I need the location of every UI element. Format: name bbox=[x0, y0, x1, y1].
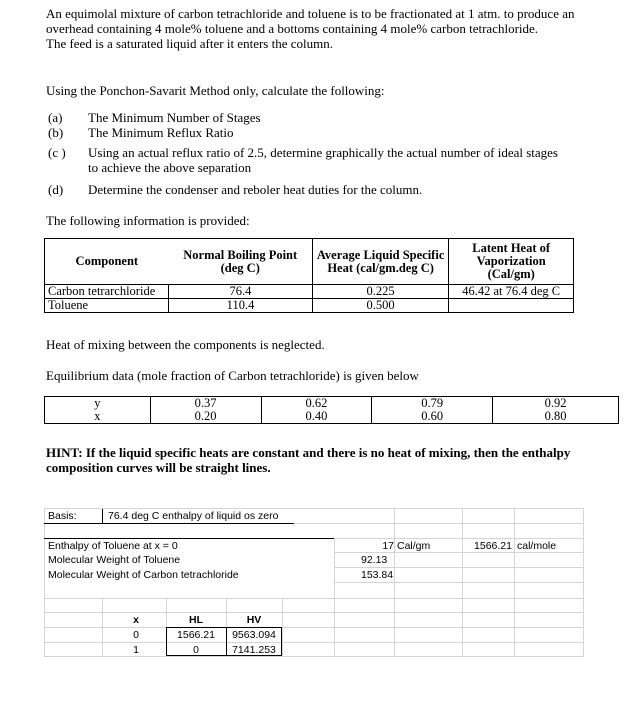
table-cell: Toluene bbox=[45, 299, 169, 313]
table-header: Latent Heat of Vaporization (Cal/gm) bbox=[449, 239, 574, 285]
table-cell: 0.37 bbox=[150, 397, 261, 411]
table-cell: 0.80 bbox=[493, 410, 619, 424]
table-cell: 0.92 bbox=[493, 397, 619, 411]
item-text: Using an actual reflux ratio of 2.5, determine graphically the actual number of ideal stages to achieve the above separation bbox=[88, 145, 558, 175]
problem-statement bbox=[46, 6, 606, 51]
item-text: Determine the condenser and reboler heat duties for the column. bbox=[88, 182, 423, 197]
feed-condition: The feed is a saturated liquid after it enters the column. bbox=[46, 36, 333, 51]
row-value: 17 bbox=[382, 540, 394, 552]
table-cell bbox=[449, 299, 574, 313]
equilibrium-table bbox=[44, 396, 619, 424]
table-cell: 1 bbox=[133, 644, 139, 656]
table-row bbox=[45, 285, 574, 299]
table-row bbox=[45, 299, 574, 313]
x-label: x bbox=[45, 410, 151, 424]
table-cell: 0.79 bbox=[372, 397, 493, 411]
table-cell: 0.225 bbox=[312, 285, 448, 299]
table-header: HL bbox=[189, 614, 203, 626]
basis-value: 76.4 deg C enthalpy of liquid os zero bbox=[108, 510, 279, 522]
row-value: 92.13 bbox=[361, 554, 388, 566]
equilibrium-heading: Equilibrium data (mole fraction of Carbon tetrachloride) is given below bbox=[46, 368, 419, 383]
table-cell: 9563.094 bbox=[232, 629, 276, 641]
item-label: (a) bbox=[48, 110, 63, 125]
item-label: (d) bbox=[48, 182, 64, 197]
table-header: HV bbox=[246, 614, 262, 626]
heat-mixing-note: Heat of mixing between the components is neglected. bbox=[46, 337, 325, 352]
table-header-row bbox=[45, 239, 574, 285]
basis-label: Basis: bbox=[48, 510, 77, 522]
y-label: y bbox=[45, 397, 151, 411]
row-value: 153.84 bbox=[361, 569, 394, 581]
table-row bbox=[45, 410, 619, 424]
table-cell: 7141.253 bbox=[232, 644, 276, 656]
item-text: The Minimum Number of Stages bbox=[88, 110, 261, 125]
properties-table bbox=[44, 238, 574, 313]
table-row bbox=[45, 397, 619, 411]
table-cell: 0.40 bbox=[261, 410, 372, 424]
row-label: Molecular Weight of Carbon tetrachloride bbox=[48, 569, 239, 581]
hint-text: HINT: If the liquid specific heats are constant and there is no heat of mixing, then the enthalpy composition curves will be straight lines. bbox=[46, 445, 571, 475]
table-cell: 0.20 bbox=[150, 410, 261, 424]
table-cell: 0 bbox=[193, 644, 199, 656]
item-text: The Minimum Reflux Ratio bbox=[88, 125, 234, 140]
table-cell: 76.4 bbox=[169, 285, 313, 299]
spreadsheet-snippet bbox=[44, 508, 584, 658]
table-cell: Carbon tetrarchloride bbox=[45, 285, 169, 299]
table-cell: 0.500 bbox=[312, 299, 448, 313]
row-extra-value: 1566.21 bbox=[474, 540, 512, 552]
table-cell: 110.4 bbox=[169, 299, 313, 313]
method-line: Using the Ponchon-Savarit Method only, calculate the following: bbox=[46, 83, 385, 98]
table-header: Component bbox=[45, 239, 169, 285]
table-header: Normal Boiling Point (deg C) bbox=[169, 239, 313, 285]
table-cell: 46.42 at 76.4 deg C bbox=[449, 285, 574, 299]
row-unit: Cal/gm bbox=[397, 540, 431, 552]
row-label: Molecular Weight of Toluene bbox=[48, 554, 181, 566]
problem-intro: An equimolal mixture of carbon tetrachloride and toluene is to be fractionated at 1 atm. to produce an overhead containing 4 mole% toluene and a bottoms containing 4 mole% carbon tetrachloride. bbox=[46, 6, 575, 36]
item-label: (c ) bbox=[48, 145, 66, 160]
table-cell: 1566.21 bbox=[177, 629, 215, 641]
table-header: x bbox=[133, 614, 139, 626]
table-cell: 0 bbox=[133, 629, 139, 641]
table-header: Average Liquid Specific Heat (cal/gm.deg C) bbox=[312, 239, 448, 285]
info-heading: The following information is provided: bbox=[46, 213, 250, 228]
item-label: (b) bbox=[48, 125, 64, 140]
table-cell: 0.62 bbox=[261, 397, 372, 411]
row-extra-unit: cal/mole bbox=[517, 540, 557, 552]
row-label: Enthalpy of Toluene at x = 0 bbox=[48, 540, 178, 552]
table-cell: 0.60 bbox=[372, 410, 493, 424]
